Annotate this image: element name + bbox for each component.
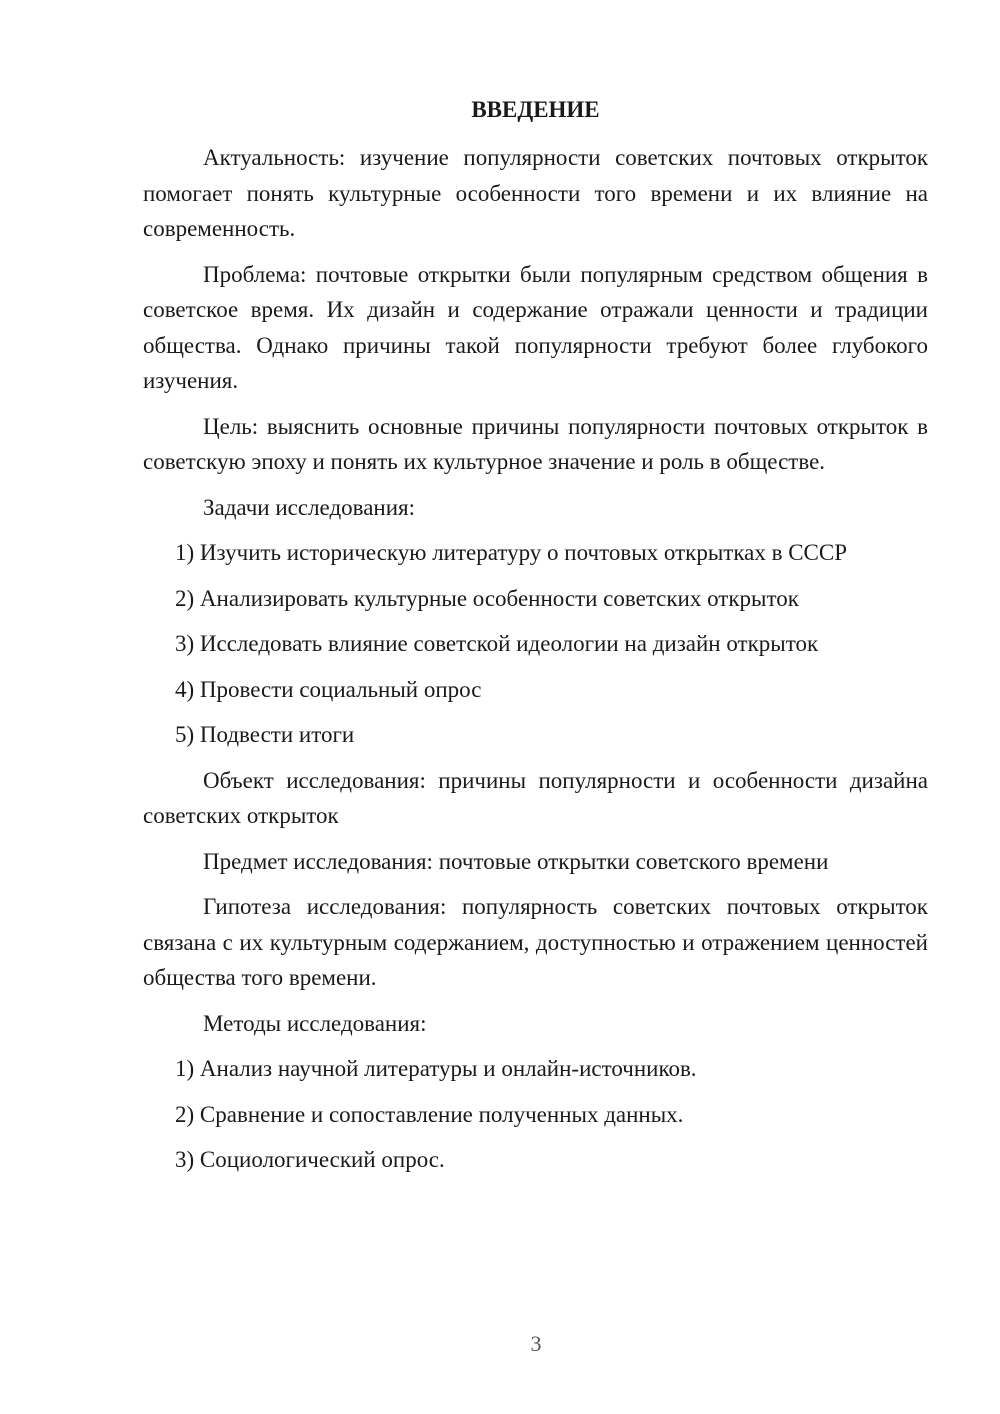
task-item-3: 3) Исследовать влияние советской идеологии на дизайн открыток bbox=[175, 631, 819, 656]
task-item-5: 5) Подвести итоги bbox=[175, 722, 355, 747]
object-paragraph: Объект исследования: причины популярности и особенности дизайна советских открыток bbox=[143, 767, 928, 828]
methods-heading: Методы исследования: bbox=[203, 1010, 427, 1036]
goal-paragraph: Цель: выяснить основные причины популярности почтовых открыток в советскую эпоху и понять их культурное значение и роль в обществе. bbox=[143, 413, 928, 474]
problem-paragraph: Проблема: почтовые открытки были популярным средством общения в советское время. Их дизайн и содержание отражали ценности и традиции общества. Однако причины такой популярности требуют более глубокого изучения. bbox=[143, 261, 928, 393]
method-item-1: 1) Анализ научной литературы и онлайн-источников. bbox=[175, 1056, 697, 1081]
task-item-4: 4) Провести социальный опрос bbox=[175, 676, 482, 702]
document-content bbox=[143, 92, 928, 1188]
method-item-2: 2) Сравнение и сопоставление полученных данных. bbox=[175, 1101, 684, 1127]
tasks-heading: Задачи исследования: bbox=[203, 494, 416, 520]
method-item-3: 3) Социологический опрос. bbox=[175, 1147, 445, 1172]
subject-paragraph: Предмет исследования: почтовые открытки советского времени bbox=[203, 848, 829, 874]
task-item-2: 2) Анализировать культурные особенности советских открыток bbox=[175, 585, 799, 611]
page-number: 3 bbox=[530, 1331, 542, 1356]
hypothesis-paragraph: Гипотеза исследования: популярность советских почтовых открыток связана с их культурным содержанием, доступностью и отражением ценностей общества того времени. bbox=[143, 894, 928, 990]
relevance-paragraph: Актуальность: изучение популярности советских почтовых открыток помогает понять культурные особенности того времени и их влияние на современность. bbox=[143, 145, 928, 241]
section-title: ВВЕДЕНИЕ bbox=[471, 97, 600, 122]
task-item-1: 1) Изучить историческую литературу о почтовых открытках в СССР bbox=[175, 540, 848, 565]
